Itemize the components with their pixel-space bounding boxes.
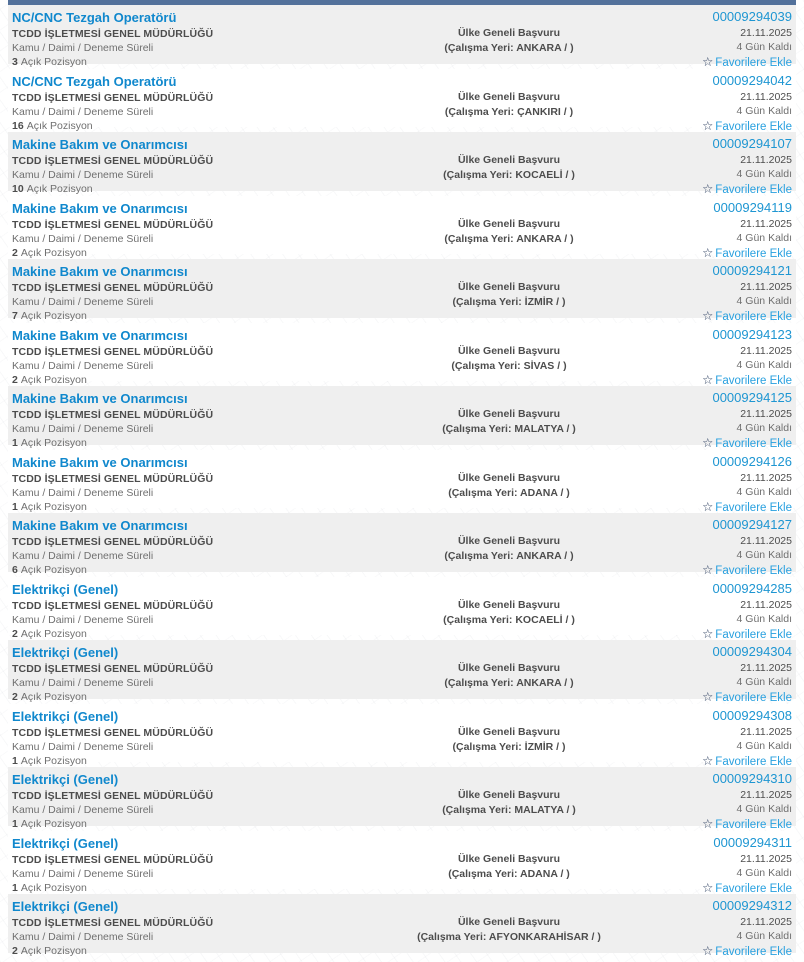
job-id-link[interactable]: 00009294039 xyxy=(712,9,792,24)
star-icon: ☆ xyxy=(702,753,714,768)
employment-type: Kamu / Daimi / Deneme Süreli xyxy=(12,740,154,753)
application-column xyxy=(378,644,640,696)
application-column xyxy=(378,835,640,887)
job-id-link[interactable]: 00009294126 xyxy=(712,453,792,469)
employment-type: Kamu / Daimi / Deneme Süreli xyxy=(12,804,154,816)
deadline-date: 21.11.2025 xyxy=(740,535,792,547)
job-info-column xyxy=(12,263,378,322)
star-icon: ☆ xyxy=(702,944,714,958)
favorite-label: Favorilere Ekle xyxy=(715,57,792,69)
open-positions xyxy=(12,374,378,387)
deadline-date: 21.11.2025 xyxy=(740,27,792,39)
job-title-link[interactable]: Elektrikçi (Genel) xyxy=(12,708,119,724)
open-positions xyxy=(12,691,378,704)
star-icon: ☆ xyxy=(702,118,714,133)
open-positions-count: 1 xyxy=(12,500,18,513)
open-positions xyxy=(12,120,378,133)
star-icon: ☆ xyxy=(702,245,714,260)
job-id-link[interactable]: 00009294125 xyxy=(712,390,792,405)
application-column xyxy=(378,898,640,950)
meta-column xyxy=(640,517,792,577)
employment-type: Kamu / Daimi / Deneme Süreli xyxy=(12,105,154,118)
job-info-column xyxy=(12,200,378,259)
workplace-location: (Çalışma Yeri: İZMİR / ) xyxy=(452,296,566,308)
job-title-link[interactable]: Elektrikçi (Genel) xyxy=(12,899,119,914)
job-id-link[interactable]: 00009294121 xyxy=(712,263,792,278)
application-column xyxy=(378,517,640,569)
open-positions-label: Açık Pozisyon xyxy=(20,437,87,449)
star-icon: ☆ xyxy=(702,563,714,577)
job-listing-row xyxy=(8,386,796,450)
job-title-link[interactable]: NC/CNC Tezgah Operatörü xyxy=(12,73,177,89)
workplace-location: (Çalışma Yeri: ANKARA / ) xyxy=(444,677,574,689)
add-to-favorites-link[interactable] xyxy=(702,627,792,642)
days-left: 4 Gün Kaldı xyxy=(736,612,792,625)
job-info-column xyxy=(12,9,378,68)
job-title-link[interactable]: Elektrikçi (Genel) xyxy=(12,772,119,787)
deadline-date: 21.11.2025 xyxy=(740,662,792,674)
deadline-date: 21.11.2025 xyxy=(740,916,792,928)
open-positions-label: Açık Pozisyon xyxy=(20,754,87,767)
open-positions-count: 3 xyxy=(12,56,18,68)
star-icon: ☆ xyxy=(702,817,714,831)
star-icon: ☆ xyxy=(702,436,714,450)
employment-type: Kamu / Daimi / Deneme Süreli xyxy=(12,677,154,689)
open-positions-label: Açık Pozisyon xyxy=(20,310,87,322)
job-info-column xyxy=(12,73,378,132)
meta-column xyxy=(640,326,792,387)
open-positions-count: 1 xyxy=(12,881,18,894)
job-info-column xyxy=(12,327,378,386)
job-id-link[interactable]: 00009294285 xyxy=(712,580,792,596)
star-icon: ☆ xyxy=(702,499,714,514)
job-listing-row xyxy=(8,577,796,641)
open-positions xyxy=(12,501,378,514)
workplace-location: (Çalışma Yeri: İZMİR / ) xyxy=(452,740,566,753)
open-positions-count: 1 xyxy=(12,754,18,767)
add-to-favorites-link[interactable] xyxy=(702,119,792,134)
add-to-favorites-link[interactable] xyxy=(702,309,792,324)
open-positions-label: Açık Pozisyon xyxy=(20,881,87,894)
job-info-column xyxy=(12,835,378,894)
employer-name: TCDD İŞLETMESİ GENEL MÜDÜRLÜĞÜ xyxy=(12,472,214,485)
add-to-favorites-link[interactable] xyxy=(702,881,792,896)
application-scope: Ülke Geneli Başvuru xyxy=(457,154,561,166)
add-to-favorites-link[interactable] xyxy=(702,563,792,578)
workplace-location: (Çalışma Yeri: ADANA / ) xyxy=(448,486,570,499)
employer-name: TCDD İŞLETMESİ GENEL MÜDÜRLÜĞÜ xyxy=(12,282,214,294)
open-positions-count: 2 xyxy=(12,691,18,703)
star-icon: ☆ xyxy=(702,880,714,895)
job-title-link[interactable]: Makine Bakım ve Onarımcısı xyxy=(12,327,188,343)
job-id-link[interactable]: 00009294119 xyxy=(713,199,792,215)
job-title-link[interactable]: NC/CNC Tezgah Operatörü xyxy=(12,10,177,25)
job-info-column xyxy=(12,136,378,195)
job-title-link[interactable]: Makine Bakım ve Onarımcısı xyxy=(12,454,188,470)
add-to-favorites-link[interactable] xyxy=(702,690,792,705)
days-left: 4 Gün Kaldı xyxy=(736,549,792,561)
open-positions-count: 1 xyxy=(12,818,18,830)
application-column xyxy=(378,454,640,506)
open-positions-count: 2 xyxy=(12,945,18,957)
add-to-favorites-link[interactable] xyxy=(702,182,792,197)
open-positions xyxy=(12,564,378,577)
job-id-link[interactable]: 00009294310 xyxy=(712,771,792,786)
add-to-favorites-link[interactable] xyxy=(702,944,792,959)
employment-type: Kamu / Daimi / Deneme Süreli xyxy=(12,931,154,943)
deadline-date: 21.11.2025 xyxy=(740,789,792,801)
open-positions xyxy=(12,882,378,895)
job-listing-row xyxy=(8,450,796,514)
days-left: 4 Gün Kaldı xyxy=(736,676,792,688)
application-scope: Ülke Geneli Başvuru xyxy=(457,471,561,484)
job-info-column xyxy=(12,390,378,449)
meta-column xyxy=(640,580,792,641)
open-positions-count: 7 xyxy=(12,310,18,322)
days-left: 4 Gün Kaldı xyxy=(736,104,792,117)
meta-column xyxy=(640,644,792,704)
job-listing-row xyxy=(8,831,796,895)
job-id-link[interactable]: 00009294042 xyxy=(712,72,792,88)
open-positions xyxy=(12,628,378,641)
job-listing-row xyxy=(8,69,796,133)
open-positions-label: Açık Pozisyon xyxy=(20,818,87,830)
favorite-label: Favorilere Ekle xyxy=(715,247,792,260)
meta-column xyxy=(640,9,792,69)
meta-column xyxy=(640,453,792,514)
job-listing-row xyxy=(8,132,796,196)
favorite-label: Favorilere Ekle xyxy=(715,311,792,323)
job-listing-row xyxy=(8,323,796,387)
workplace-location: (Çalışma Yeri: AFYONKARAHİSAR / ) xyxy=(417,931,601,943)
meta-column xyxy=(640,898,792,958)
employment-type: Kamu / Daimi / Deneme Süreli xyxy=(12,867,154,880)
days-left: 4 Gün Kaldı xyxy=(736,358,792,371)
employment-type: Kamu / Daimi / Deneme Süreli xyxy=(12,296,154,308)
workplace-location: (Çalışma Yeri: ADANA / ) xyxy=(448,867,570,880)
meta-column xyxy=(640,199,792,260)
open-positions-label: Açık Pozisyon xyxy=(20,627,87,640)
favorite-label: Favorilere Ekle xyxy=(715,819,792,831)
employment-type: Kamu / Daimi / Deneme Süreli xyxy=(12,486,154,499)
open-positions-label: Açık Pozisyon xyxy=(20,500,87,513)
job-info-column xyxy=(12,454,378,513)
add-to-favorites-link[interactable] xyxy=(702,55,792,70)
employment-type: Kamu / Daimi / Deneme Süreli xyxy=(12,423,154,435)
job-listing-row xyxy=(8,196,796,260)
meta-column xyxy=(640,707,792,768)
workplace-location: (Çalışma Yeri: KOCAELİ / ) xyxy=(443,169,575,181)
deadline-date: 21.11.2025 xyxy=(740,852,792,865)
application-column xyxy=(378,200,640,252)
open-positions-label: Açık Pozisyon xyxy=(20,373,87,386)
application-column xyxy=(378,136,640,188)
star-icon: ☆ xyxy=(702,626,714,641)
employer-name: TCDD İŞLETMESİ GENEL MÜDÜRLÜĞÜ xyxy=(12,91,214,104)
meta-column xyxy=(640,72,792,133)
open-positions-label: Açık Pozisyon xyxy=(20,56,87,68)
employer-name: TCDD İŞLETMESİ GENEL MÜDÜRLÜĞÜ xyxy=(12,536,214,548)
application-scope: Ülke Geneli Başvuru xyxy=(457,852,561,865)
job-id-link[interactable]: 00009294107 xyxy=(712,136,792,151)
job-title-link[interactable]: Makine Bakım ve Onarımcısı xyxy=(12,391,188,406)
days-left: 4 Gün Kaldı xyxy=(736,866,792,879)
workplace-location: (Çalışma Yeri: ÇANKIRI / ) xyxy=(444,105,574,118)
open-positions-label: Açık Pozisyon xyxy=(26,119,93,132)
job-list xyxy=(8,5,796,958)
application-scope: Ülke Geneli Başvuru xyxy=(457,408,561,420)
deadline-date: 21.11.2025 xyxy=(740,217,792,230)
meta-column xyxy=(640,771,792,831)
open-positions-count: 2 xyxy=(12,246,18,259)
job-title-link[interactable]: Makine Bakım ve Onarımcısı xyxy=(12,264,188,279)
application-scope: Ülke Geneli Başvuru xyxy=(457,789,561,801)
employer-name: TCDD İŞLETMESİ GENEL MÜDÜRLÜĞÜ xyxy=(12,663,214,675)
meta-column xyxy=(640,136,792,196)
workplace-location: (Çalışma Yeri: ANKARA / ) xyxy=(444,42,574,54)
open-positions-label: Açık Pozisyon xyxy=(20,691,87,703)
job-listing-row xyxy=(8,704,796,768)
job-title-link[interactable]: Elektrikçi (Genel) xyxy=(12,581,119,597)
open-positions xyxy=(12,56,378,69)
application-column xyxy=(378,708,640,760)
days-left: 4 Gün Kaldı xyxy=(736,231,792,244)
application-scope: Ülke Geneli Başvuru xyxy=(457,598,561,611)
job-title-link[interactable]: Elektrikçi (Genel) xyxy=(12,835,119,851)
favorite-label: Favorilere Ekle xyxy=(715,692,792,704)
open-positions xyxy=(12,437,378,450)
favorite-label: Favorilere Ekle xyxy=(715,184,792,196)
application-scope: Ülke Geneli Başvuru xyxy=(457,27,561,39)
job-listing-row xyxy=(8,640,796,704)
open-positions xyxy=(12,310,378,323)
favorite-label: Favorilere Ekle xyxy=(715,755,792,768)
days-left: 4 Gün Kaldı xyxy=(736,295,792,307)
star-icon: ☆ xyxy=(702,372,714,387)
open-positions-label: Açık Pozisyon xyxy=(20,945,87,957)
job-info-column xyxy=(12,517,378,576)
application-scope: Ülke Geneli Başvuru xyxy=(457,281,561,293)
job-listing-row xyxy=(8,894,796,958)
job-info-column xyxy=(12,581,378,640)
add-to-favorites-link[interactable] xyxy=(702,754,792,769)
favorite-label: Favorilere Ekle xyxy=(715,946,792,958)
application-column xyxy=(378,581,640,633)
open-positions-count: 16 xyxy=(12,119,24,132)
workplace-location: (Çalışma Yeri: KOCAELİ / ) xyxy=(443,613,575,626)
employer-name: TCDD İŞLETMESİ GENEL MÜDÜRLÜĞÜ xyxy=(12,917,214,929)
application-column xyxy=(378,9,640,61)
employer-name: TCDD İŞLETMESİ GENEL MÜDÜRLÜĞÜ xyxy=(12,218,214,231)
meta-column xyxy=(640,834,792,895)
favorite-label: Favorilere Ekle xyxy=(715,882,792,895)
employment-type: Kamu / Daimi / Deneme Süreli xyxy=(12,613,154,626)
employer-name: TCDD İŞLETMESİ GENEL MÜDÜRLÜĞÜ xyxy=(12,790,214,802)
job-id-link[interactable]: 00009294127 xyxy=(712,517,792,532)
job-listing-row xyxy=(8,5,796,69)
open-positions-label: Açık Pozisyon xyxy=(20,564,87,576)
employment-type: Kamu / Daimi / Deneme Süreli xyxy=(12,232,154,245)
deadline-date: 21.11.2025 xyxy=(740,408,792,420)
application-column xyxy=(378,327,640,379)
days-left: 4 Gün Kaldı xyxy=(736,422,792,434)
star-icon: ☆ xyxy=(702,182,714,196)
deadline-date: 21.11.2025 xyxy=(740,154,792,166)
application-scope: Ülke Geneli Başvuru xyxy=(457,90,561,103)
job-listing-row xyxy=(8,259,796,323)
job-listing-row xyxy=(8,767,796,831)
job-id-link[interactable]: 00009294308 xyxy=(712,707,792,723)
days-left: 4 Gün Kaldı xyxy=(736,485,792,498)
employment-type: Kamu / Daimi / Deneme Süreli xyxy=(12,169,154,181)
add-to-favorites-link[interactable] xyxy=(702,817,792,832)
employment-type: Kamu / Daimi / Deneme Süreli xyxy=(12,42,154,54)
job-id-link[interactable]: 00009294304 xyxy=(712,644,792,659)
application-column xyxy=(378,390,640,442)
meta-column xyxy=(640,390,792,450)
deadline-date: 21.11.2025 xyxy=(740,471,792,484)
favorite-label: Favorilere Ekle xyxy=(715,501,792,514)
job-title-link[interactable]: Makine Bakım ve Onarımcısı xyxy=(12,518,188,533)
employer-name: TCDD İŞLETMESİ GENEL MÜDÜRLÜĞÜ xyxy=(12,599,214,612)
job-title-link[interactable]: Elektrikçi (Genel) xyxy=(12,645,119,660)
favorite-label: Favorilere Ekle xyxy=(715,438,792,450)
deadline-date: 21.11.2025 xyxy=(740,344,792,357)
application-column xyxy=(378,263,640,315)
application-scope: Ülke Geneli Başvuru xyxy=(457,344,561,357)
open-positions-label: Açık Pozisyon xyxy=(26,183,93,195)
job-id-link[interactable]: 00009294311 xyxy=(713,834,792,850)
employer-name: TCDD İŞLETMESİ GENEL MÜDÜRLÜĞÜ xyxy=(12,155,214,167)
application-column xyxy=(378,73,640,125)
job-id-link[interactable]: 00009294312 xyxy=(712,898,792,913)
application-scope: Ülke Geneli Başvuru xyxy=(457,535,561,547)
days-left: 4 Gün Kaldı xyxy=(736,41,792,53)
open-positions-count: 2 xyxy=(12,373,18,386)
employer-name: TCDD İŞLETMESİ GENEL MÜDÜRLÜĞÜ xyxy=(12,345,214,358)
employment-type: Kamu / Daimi / Deneme Süreli xyxy=(12,550,154,562)
employer-name: TCDD İŞLETMESİ GENEL MÜDÜRLÜĞÜ xyxy=(12,853,214,866)
employer-name: TCDD İŞLETMESİ GENEL MÜDÜRLÜĞÜ xyxy=(12,726,214,739)
application-scope: Ülke Geneli Başvuru xyxy=(457,916,561,928)
job-title-link[interactable]: Makine Bakım ve Onarımcısı xyxy=(12,200,188,216)
favorite-label: Favorilere Ekle xyxy=(715,565,792,577)
open-positions-count: 6 xyxy=(12,564,18,576)
application-scope: Ülke Geneli Başvuru xyxy=(457,217,561,230)
days-left: 4 Gün Kaldı xyxy=(736,168,792,180)
application-scope: Ülke Geneli Başvuru xyxy=(457,662,561,674)
employer-name: TCDD İŞLETMESİ GENEL MÜDÜRLÜĞÜ xyxy=(12,28,214,40)
open-positions xyxy=(12,818,378,831)
job-listing-row xyxy=(8,513,796,577)
deadline-date: 21.11.2025 xyxy=(740,725,792,738)
deadline-date: 21.11.2025 xyxy=(740,281,792,293)
deadline-date: 21.11.2025 xyxy=(740,598,792,611)
star-icon: ☆ xyxy=(702,55,714,69)
job-info-column xyxy=(12,708,378,767)
favorite-label: Favorilere Ekle xyxy=(715,628,792,641)
open-positions xyxy=(12,183,378,196)
open-positions xyxy=(12,247,378,260)
open-positions-count: 2 xyxy=(12,627,18,640)
star-icon: ☆ xyxy=(702,309,714,323)
open-positions-count: 10 xyxy=(12,183,24,195)
workplace-location: (Çalışma Yeri: ANKARA / ) xyxy=(444,232,574,245)
meta-column xyxy=(640,263,792,323)
job-title-link[interactable]: Makine Bakım ve Onarımcısı xyxy=(12,137,188,152)
workplace-location: (Çalışma Yeri: MALATYA / ) xyxy=(442,804,576,816)
application-scope: Ülke Geneli Başvuru xyxy=(457,725,561,738)
open-positions-count: 1 xyxy=(12,437,18,449)
open-positions-label: Açık Pozisyon xyxy=(20,246,87,259)
days-left: 4 Gün Kaldı xyxy=(736,803,792,815)
application-column xyxy=(378,771,640,823)
open-positions xyxy=(12,945,378,958)
job-id-link[interactable]: 00009294123 xyxy=(712,326,792,342)
add-to-favorites-link[interactable] xyxy=(702,246,792,261)
days-left: 4 Gün Kaldı xyxy=(736,739,792,752)
favorite-label: Favorilere Ekle xyxy=(715,120,792,133)
add-to-favorites-link[interactable] xyxy=(702,436,792,451)
job-info-column xyxy=(12,644,378,703)
job-info-column xyxy=(12,898,378,957)
add-to-favorites-link[interactable] xyxy=(702,373,792,388)
workplace-location: (Çalışma Yeri: SİVAS / ) xyxy=(451,359,567,372)
workplace-location: (Çalışma Yeri: ANKARA / ) xyxy=(444,550,574,562)
days-left: 4 Gün Kaldı xyxy=(736,930,792,942)
employer-name: TCDD İŞLETMESİ GENEL MÜDÜRLÜĞÜ xyxy=(12,409,214,421)
job-info-column xyxy=(12,771,378,830)
add-to-favorites-link[interactable] xyxy=(702,500,792,515)
deadline-date: 21.11.2025 xyxy=(740,90,792,103)
favorite-label: Favorilere Ekle xyxy=(715,374,792,387)
workplace-location: (Çalışma Yeri: MALATYA / ) xyxy=(442,423,576,435)
open-positions xyxy=(12,755,378,768)
star-icon: ☆ xyxy=(702,690,714,704)
employment-type: Kamu / Daimi / Deneme Süreli xyxy=(12,359,154,372)
